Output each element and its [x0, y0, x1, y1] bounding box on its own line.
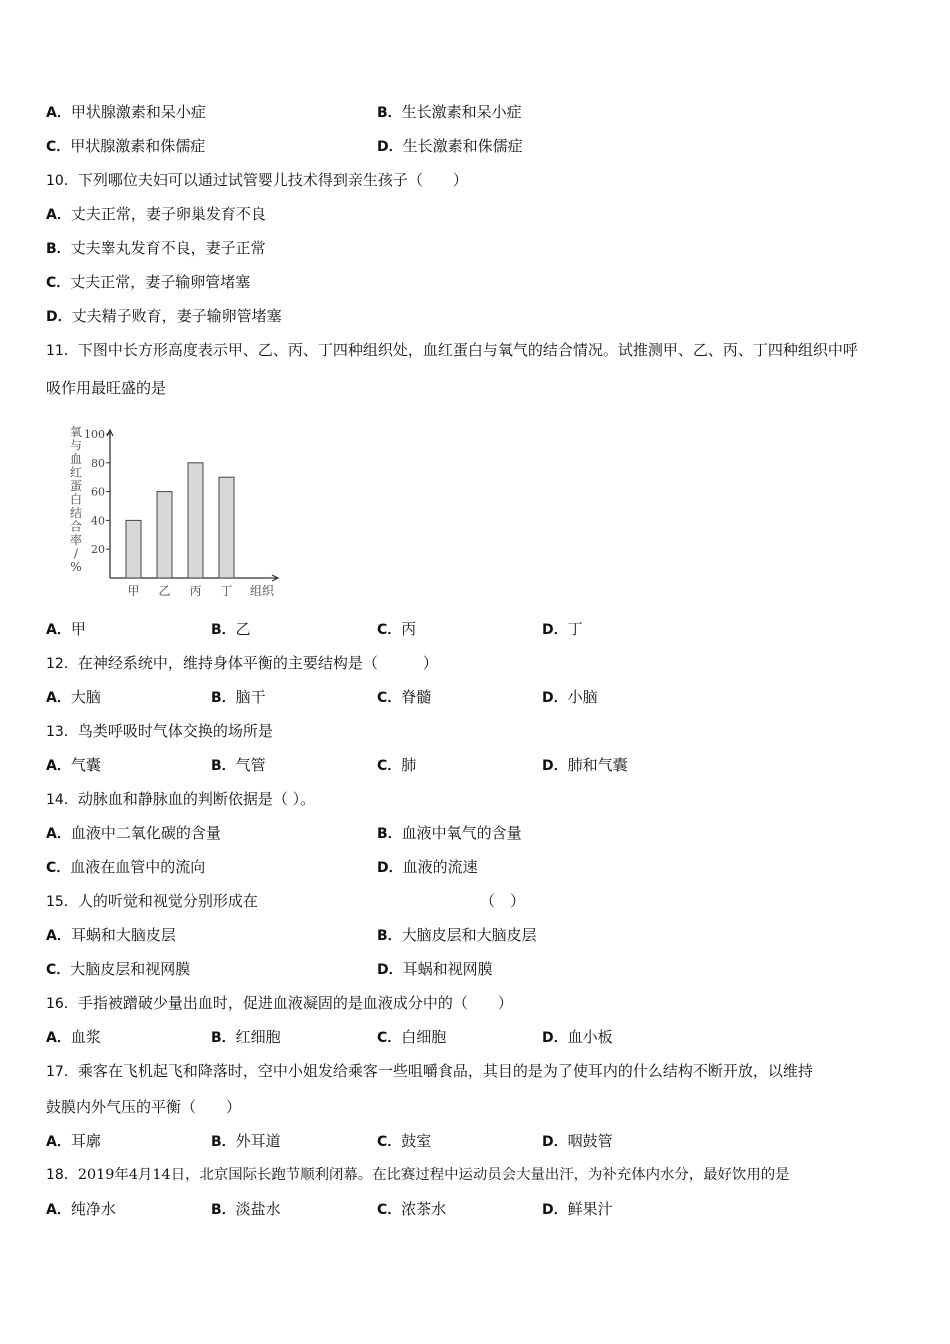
option-a: A．耳蜗和大脑皮层: [46, 926, 176, 944]
option-b: B．乙: [211, 620, 251, 638]
option-a: A．丈夫正常，妻子卵巢发育不良: [46, 205, 266, 223]
question-10-stem: 10．下列哪位夫妇可以通过试管婴儿技术得到亲生孩子（ ）: [46, 171, 468, 189]
y-axis-label-char: 率: [69, 533, 83, 547]
question-18-stem: 18．2019年4月14日，北京国际长跑节顺利闭幕。在比赛过程中运动员会大量出汗，为补充体内水分，最好饮用的是: [46, 1167, 790, 1183]
option-d: D．小脑: [542, 688, 598, 706]
option-c: C．血液在血管中的流向: [46, 858, 206, 876]
option-b: B．红细胞: [211, 1028, 281, 1046]
y-axis-label-char: 氧: [69, 425, 83, 439]
y-axis-label-char: 结: [69, 506, 83, 520]
question-11-stem-cont: 吸作用最旺盛的是: [46, 379, 167, 397]
option-b: B．血液中氧气的含量: [377, 824, 522, 842]
y-tick-label: 80: [91, 456, 105, 470]
option-b: B．生长激素和呆小症: [377, 103, 522, 121]
option-a: A．甲: [46, 620, 86, 638]
y-tick-label: 60: [91, 485, 105, 499]
option-b: B．脑干: [211, 688, 266, 706]
option-d: D．丁: [542, 620, 583, 638]
option-d: D．血小板: [542, 1028, 613, 1046]
option-c: C．脊髓: [377, 688, 432, 706]
option-d: D．鲜果汁: [542, 1200, 613, 1218]
x-tick-label: 乙: [158, 584, 171, 598]
x-tick-label: 丙: [189, 584, 202, 598]
option-b: B．气管: [211, 756, 266, 774]
answer-paren: （ ）: [480, 892, 526, 910]
question-16-stem: 16．手指被蹭破少量出血时，促进血液凝固的是血液成分中的（ ）: [46, 994, 513, 1012]
option-d: D．丈夫精子败育，妻子输卵管堵塞: [46, 307, 282, 325]
option-c: C．甲状腺激素和侏儒症: [46, 137, 206, 155]
question-12-stem: 12．在神经系统中，维持身体平衡的主要结构是（ ）: [46, 654, 438, 672]
option-a: A．纯净水: [46, 1200, 116, 1218]
question-14-stem: 14．动脉血和静脉血的判断依据是（ ）。: [46, 790, 316, 808]
option-b: B．大脑皮层和大脑皮层: [377, 926, 537, 944]
question-11-stem: 11．下图中长方形高度表示甲、乙、丙、丁四种组织处，血红蛋白与氧气的结合情况。试推测甲、乙、丙、丁四种组织中呼: [46, 341, 858, 359]
option-d: D．耳蜗和视网膜: [377, 960, 493, 978]
question-17-stem: 17．乘客在飞机起飞和降落时，空中小姐发给乘客一些咀嚼食品，其目的是为了使耳内的什么结构不断开放，以维持: [46, 1062, 813, 1080]
option-d: D．咽鼓管: [542, 1132, 613, 1150]
option-d: D．肺和气囊: [542, 756, 628, 774]
x-axis-label: 组织: [249, 584, 275, 598]
option-c: C．鼓室: [377, 1132, 432, 1150]
question-15-stem: 15．人的听觉和视觉分别形成在: [46, 892, 258, 910]
y-axis-label-char: 血: [69, 452, 83, 466]
option-b: B．丈夫睾丸发育不良，妻子正常: [46, 239, 266, 257]
y-tick-label: 20: [91, 543, 105, 557]
y-axis-label-char: 与: [69, 438, 83, 453]
option-c: C．丈夫正常，妻子输卵管堵塞: [46, 273, 251, 291]
x-tick-label: 丁: [220, 584, 233, 598]
y-axis-label-char: 红: [69, 465, 83, 480]
bar: [219, 477, 234, 578]
option-a: A．耳廓: [46, 1132, 101, 1150]
option-d: D．血液的流速: [377, 858, 478, 876]
y-tick-label: 40: [91, 514, 105, 528]
option-c: C．白细胞: [377, 1028, 447, 1046]
y-axis-label-char: %: [70, 560, 82, 574]
oxygen-binding-bar-chart: [62, 416, 292, 606]
option-c: C．肺: [377, 756, 417, 774]
y-axis-label-char: /: [73, 546, 79, 561]
option-a: A．气囊: [46, 756, 101, 774]
option-a: A．甲状腺激素和呆小症: [46, 103, 206, 121]
bar: [126, 520, 141, 578]
option-b: B．淡盐水: [211, 1200, 281, 1218]
y-axis-label-char: 蛋: [69, 479, 83, 493]
option-c: C．丙: [377, 620, 417, 638]
y-tick-label: 100: [84, 428, 105, 441]
option-d: D．生长激素和侏儒症: [377, 137, 523, 155]
option-c: C．浓茶水: [377, 1200, 447, 1218]
y-axis-label-char: 白: [69, 492, 83, 507]
option-a: A．大脑: [46, 688, 101, 706]
bar: [188, 463, 203, 578]
question-17-stem-cont: 鼓膜内外气压的平衡（ ）: [46, 1098, 242, 1116]
option-c: C．大脑皮层和视网膜: [46, 960, 191, 978]
question-13-stem: 13．鸟类呼吸时气体交换的场所是: [46, 722, 273, 740]
y-axis-label-char: 合: [69, 519, 83, 534]
option-b: B．外耳道: [211, 1132, 281, 1150]
option-a: A．血浆: [46, 1028, 101, 1046]
x-tick-label: 甲: [127, 584, 140, 598]
option-a: A．血液中二氧化碳的含量: [46, 824, 221, 842]
bar: [157, 492, 172, 578]
